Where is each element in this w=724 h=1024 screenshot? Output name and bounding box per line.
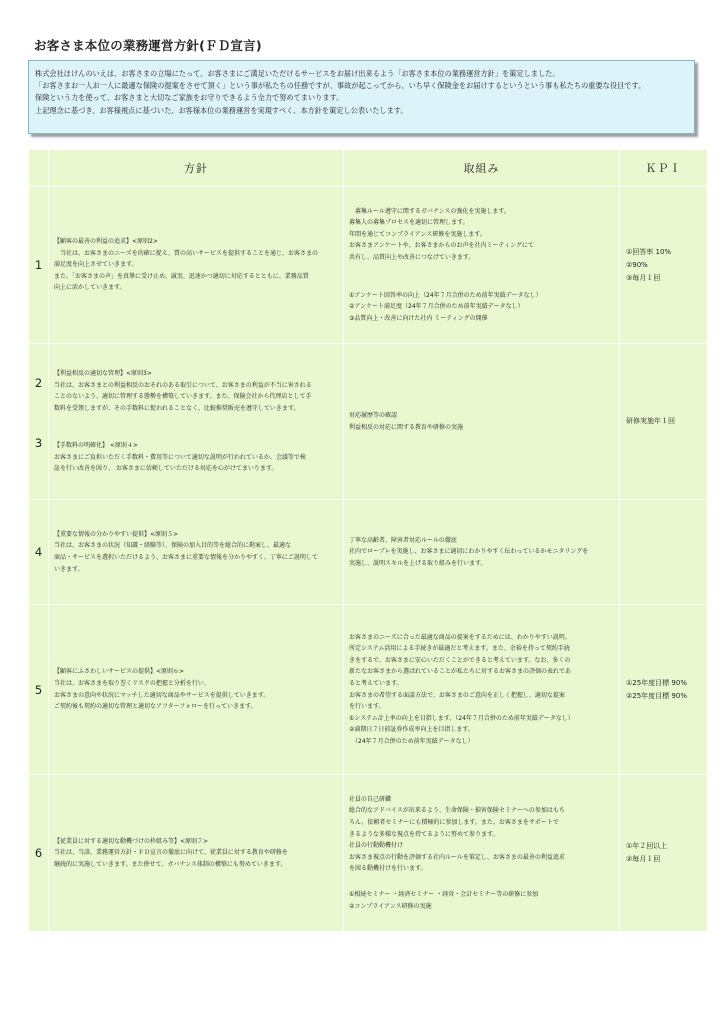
policy-table [28, 149, 708, 932]
policy-cell [49, 344, 344, 500]
action-line: 募集ルール遵守に関するガバナンスの強化を実施します。 [349, 207, 510, 215]
policy-line: 当社は、お客さまのニーズを的確に捉え、質の高いサービスを提供することを通じ、お客さまの [54, 249, 319, 257]
policy-line: いきます。 [54, 565, 84, 573]
intro-line: 保険という力を使って、お客さまと大切なご家族をお守りできるよう全力で努めてまいります。 [35, 93, 344, 103]
kpi-line: ②25年度目標 90% [626, 691, 687, 700]
intro-line: 「お客さまお一人お一人に最適な保険の提案をさせて頂く」という事が私たちの任務ですが、事故が起こってから、いち早く保険金をお届けするというという事も私たちの重要な役目です。 [35, 81, 646, 91]
header-kpi: ＫＰＩ [620, 150, 708, 187]
policy-line: ことのないよう、適切に管理する態勢を構築していきます。また、保険会社から代理店として手 [54, 393, 312, 401]
kpi-line: ①25年度目標 90% [626, 678, 687, 687]
action-line: 社員の自己研鑽 [349, 795, 392, 803]
policy-line: 【顧客にふさわしいサービスの提供】<原則６> [54, 668, 185, 676]
action-line: お客さまアンケートや、お客さまからのお声を社内ミーティングにて [349, 242, 534, 250]
policy-line: 【顧客の最善の利益の追求】<原則2> [54, 238, 158, 246]
action-line: きをするで、お客さまに安心いただくことができると考えています。なお、多くの [349, 656, 571, 664]
action-line: 募集人の募集プロセスを適切に管理します。 [349, 219, 469, 227]
action-line: 年間を通じてコンプライアンス研修を実施します。 [349, 230, 486, 238]
action-line: 対応履歴等の確認 [349, 411, 398, 419]
header-number [29, 150, 49, 187]
policy-line: 【重要な情報の分かりやすい提供】<原則５> [54, 530, 179, 538]
action-line: ろん、依頼者セミナーにも積極的に参加します。また、お客さまをサポートで [349, 819, 559, 827]
action-line: ①システム計上率の向上を目指します。（24年７月合併のため前年実績データなし） [349, 714, 574, 722]
kpi-line: ①回答率 10% [626, 247, 672, 256]
kpi-cell [620, 187, 708, 344]
action-line: お客さまの希望する面談方法で、お客さまのご意向を正しく把握し、適切な提案 [349, 691, 565, 699]
policy-cell [49, 187, 344, 344]
kpi-line: ②90% [626, 260, 648, 269]
row-number: 1 [29, 187, 49, 344]
policy-cell [49, 605, 344, 775]
table-row [29, 187, 708, 344]
action-line: ②満期日７日前証券作成率向上を目指します。 [349, 726, 474, 734]
header-policy: 方針 [49, 150, 344, 187]
action-line: を図る動機付けを行います。 [349, 865, 427, 873]
action-line: 所定システム活用による手続きが最適だと考えます。また、余裕を持って契約手続 [349, 645, 570, 653]
actions-cell [344, 775, 620, 932]
kpi-line: ③毎月１回 [626, 273, 661, 282]
policy-line: 【利益相反の適切な管理】<原則3> [54, 369, 152, 377]
row-number: 6 [29, 775, 49, 932]
page-title: お客さま本位の業務運営方針(ＦＤ宣言) [34, 38, 262, 53]
table-row [29, 605, 708, 775]
policy-line: 数料を受領しますが、その手数料に捉われることなく、比較推奨販売を遵守していきます。 [54, 404, 300, 412]
policy-line: 向上に活かしていきます。 [54, 284, 126, 292]
action-line: ると考えています。 [349, 679, 403, 687]
action-note: ①アンケート回答率の向上（24年７月合併のため前年実績データなし） [349, 291, 542, 299]
table-header-row [29, 150, 708, 187]
row-number: 4 [29, 500, 49, 605]
policy-line: 当社は、お客さまを取り巻くリスクの把握と分析を行い、 [54, 679, 210, 687]
action-line: 社員の行動動機付け [349, 842, 404, 850]
row-number-2: 2 [34, 375, 43, 390]
action-note: ③品質向上・改善に向けた社内 ミーティングの開催 [349, 314, 488, 322]
action-line: 総合的なアドバイスが出来るよう、生命保険・損害保険セミナーへの参加はもち [349, 807, 565, 815]
action-line: 利益相反の対応に関する教育や研修の実施 [349, 423, 464, 431]
row-number [29, 344, 49, 500]
action-line: を行います。 [349, 703, 385, 711]
header-actions: 取組み [344, 150, 620, 187]
policy-line: 当社は、お客さまの状況（知識・経験等）、保険の加入目的等を総合的に勘案し、最適な [54, 542, 292, 550]
action-line: 共有し、品質向上や改善につなげていきます。 [349, 254, 475, 261]
action-line: お客さまのニーズに合った最適な商品の提案をするためには、わかりやすい説明、 [349, 633, 571, 641]
table-row [29, 775, 708, 932]
row-number-3: 3 [34, 435, 43, 450]
action-note: ②コンプライアンス研修の実施 [349, 902, 432, 910]
policy-line: お客さまにご負担いただく手数料・費用等について適切な説明が行われているか、会議等で検 [54, 453, 306, 461]
policy-cell [49, 775, 344, 932]
policy-line: 証を行い改善を図り、 お客さまに信頼していただける対応を心がけてまいります。 [54, 465, 278, 473]
actions-cell [344, 605, 620, 775]
policy-line: 満足度を向上させていきます。 [54, 261, 138, 269]
kpi-cell [620, 344, 708, 500]
policy-line: 【従業員に対する適切な動機づけの枠組み等】<原則７> [54, 837, 209, 845]
action-line: お客さま視点の行動を評価する社内ルールを策定し、お客さまの最善の利益追求 [349, 853, 565, 861]
kpi-cell [620, 775, 708, 932]
row-number: 5 [29, 605, 49, 775]
policy-line: 当社は、お客さまとの利益相反のおそれのある取引について、お客さまの利益が不当に害される [54, 381, 312, 389]
policy-line: 商品・サービスを選択いただけるよう、お客さまに重要な情報を分かりやすく、丁寧にご説明して [54, 554, 318, 561]
policy-line: お客さまの意向や状況にマッチした適切な商品やサービスを提供していきます。 [54, 691, 270, 699]
kpi-line: ①年２回以上 [626, 842, 668, 850]
action-note: ②アンケート満足度（24年７月合併のため前年実績データなし） [349, 303, 524, 311]
policy-cell [49, 500, 344, 605]
action-note: ①相続セミナー ・経済セミナー ・経営・会計セミナー等の研修に参加 [349, 890, 539, 898]
policy-line: 【手数料の明確化】 <原則４> [54, 442, 138, 450]
kpi-line: 研修実施年１回 [626, 417, 675, 425]
action-line: （24年７月合併のため前年実績データなし） [349, 737, 474, 745]
kpi-cell [620, 605, 708, 775]
policy-line: 継続的に実施していきます。また併せて、ガバナンス体制の構築にも努めていきます。 [54, 860, 287, 868]
actions-cell [344, 187, 620, 344]
action-line: 丁寧な高齢者、障害者対応ルールの徹底 [349, 536, 457, 544]
table-row [29, 500, 708, 605]
action-line: 新たなお客さまから選ばれていることが私たちに対するお客さまの評価の表れであ [349, 668, 572, 676]
kpi-cell [620, 500, 708, 605]
table-row [29, 344, 708, 500]
kpi-line: ②毎月１回 [626, 855, 661, 863]
policy-line: 当社は、当該、業務運営方針・ＦＤ宣言の徹底に向けて、従業員に対する教育や研修を [54, 849, 288, 857]
actions-cell [344, 344, 620, 500]
policy-line: また、「お客さまの声」を真摯に受け止め、誠実、迅速かつ適切に対応するとともに、業務品質 [54, 272, 309, 280]
intro-line: 上記理念に基づき、お客様視点に基づいた、お客様本位の業務運営を実現すべく、本方針を策定し公表いたします。 [35, 105, 408, 115]
action-line: 社内でロープレを実施し、お客さまに適切にわかりやすく伝わっているかモニタリングを [349, 548, 589, 556]
actions-cell [344, 500, 620, 605]
intro-box [28, 60, 695, 134]
policy-line: ご契約後も契約の適切な管理と適切なアフターフォローを行っていきます。 [54, 703, 257, 711]
intro-line: 株式会社ほけんのいえは、お客さまの立場にたって、お客さまにご満足いただけるサービスをお届け出来るよう「お客さま本位の業務運営方針」を策定しました。 [35, 69, 560, 78]
action-line: 実施し、説明スキルを上げる取り組みを行います。 [349, 559, 487, 567]
action-line: きるような多様な視点を持てるように努めて参ります。 [349, 830, 499, 838]
